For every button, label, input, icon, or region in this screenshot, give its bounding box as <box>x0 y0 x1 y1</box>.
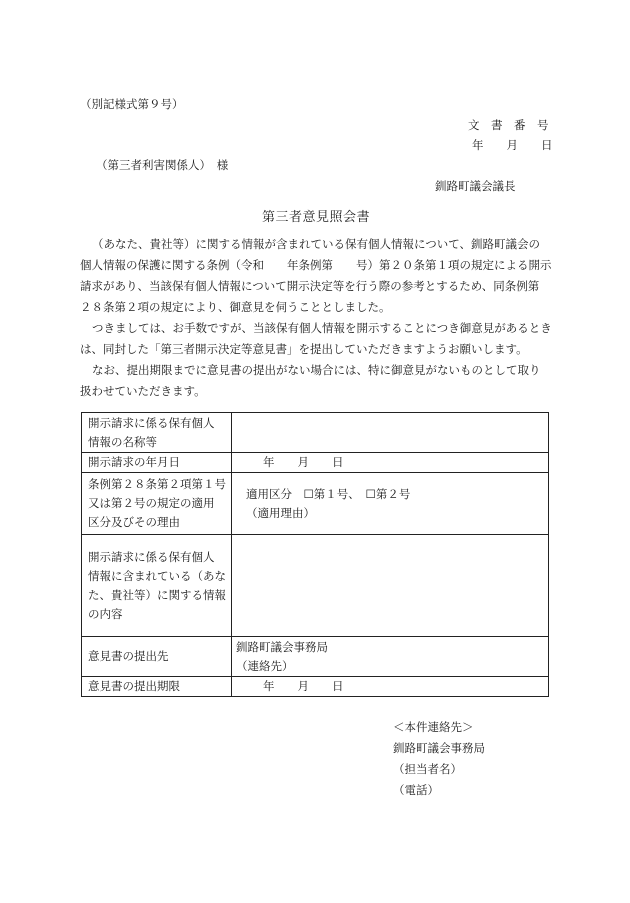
form-number: （別記様式第９号） <box>80 97 184 111</box>
table-row <box>82 535 549 637</box>
document-title: 第三者意見照会書 <box>262 210 371 225</box>
row-value <box>232 473 549 535</box>
row-value: 釧路町議会事務局 （連絡先） <box>232 637 549 677</box>
paragraph-2-line: つきましては、お手数ですが、当該保有個人情報を開示することにつき御意見があるとき <box>92 321 552 335</box>
document-number: 文 書 番 号 <box>468 118 549 132</box>
classification-options: 適用区分 ☐第１号、 ☐第２号 <box>246 486 411 501</box>
row-label: 条例第２８条第２項第１号 又は第２号の規定の適用 区分及びその理由 <box>82 473 232 535</box>
row-label: 開示請求に係る保有個人 情報に含まれている（あな た、貴社等）に関する情報 の内容 <box>82 535 232 637</box>
paragraph-1-line: 個人情報の保護に関する条例（令和 年条例第 号）第２０条第１項の規定による開示 <box>80 258 552 272</box>
sender-name: 釧路町議会議長 <box>435 179 516 193</box>
row-label: 意見書の提出先 <box>82 637 232 677</box>
row-label: 意見書の提出期限 <box>82 677 232 697</box>
body-text <box>80 234 550 402</box>
contact-phone: （電話） <box>393 783 439 797</box>
paragraph-1-line: ２８条第２項の規定により、御意見を伺うこととしました。 <box>80 300 391 314</box>
contact-heading: ＜本件連絡先＞ <box>393 720 474 734</box>
row-value <box>232 413 549 453</box>
reason-label: （適用理由） <box>246 505 315 520</box>
row-label: 開示請求に係る保有個人 情報の名称等 <box>82 413 232 453</box>
paragraph-1-line: （あなた、貴社等）に関する情報が含まれている保有個人情報について、釧路町議会の <box>92 237 541 251</box>
row-value <box>232 535 549 637</box>
paragraph-3-line: 扱わせていただきます。 <box>80 384 206 398</box>
table-row <box>82 677 549 697</box>
table-row <box>82 413 549 453</box>
issue-date: 年 月 日 <box>472 138 553 152</box>
row-label: 開示請求の年月日 <box>82 453 232 473</box>
row-value: 年 月 日 <box>232 677 549 697</box>
contact-person: （担当者名） <box>393 762 462 776</box>
addressee: （第三者利害関係人） 様 <box>96 158 229 172</box>
paragraph-2-line: は、同封した「第三者開示決定等意見書」を提出していただきますようお願いします。 <box>80 342 528 356</box>
paragraph-1-line: 請求があり、当該保有個人情報について開示決定等を行う際の参考とするため、同条例第 <box>80 279 540 293</box>
table-row <box>82 453 549 473</box>
contact-office: 釧路町議会事務局 <box>393 741 485 755</box>
table-row <box>82 473 549 535</box>
table-row <box>82 637 549 677</box>
request-info-table <box>81 412 549 697</box>
row-value: 年 月 日 <box>232 453 549 473</box>
paragraph-3-line: なお、提出期限までに意見書の提出がない場合には、特に御意見がないものとして取り <box>92 363 541 377</box>
